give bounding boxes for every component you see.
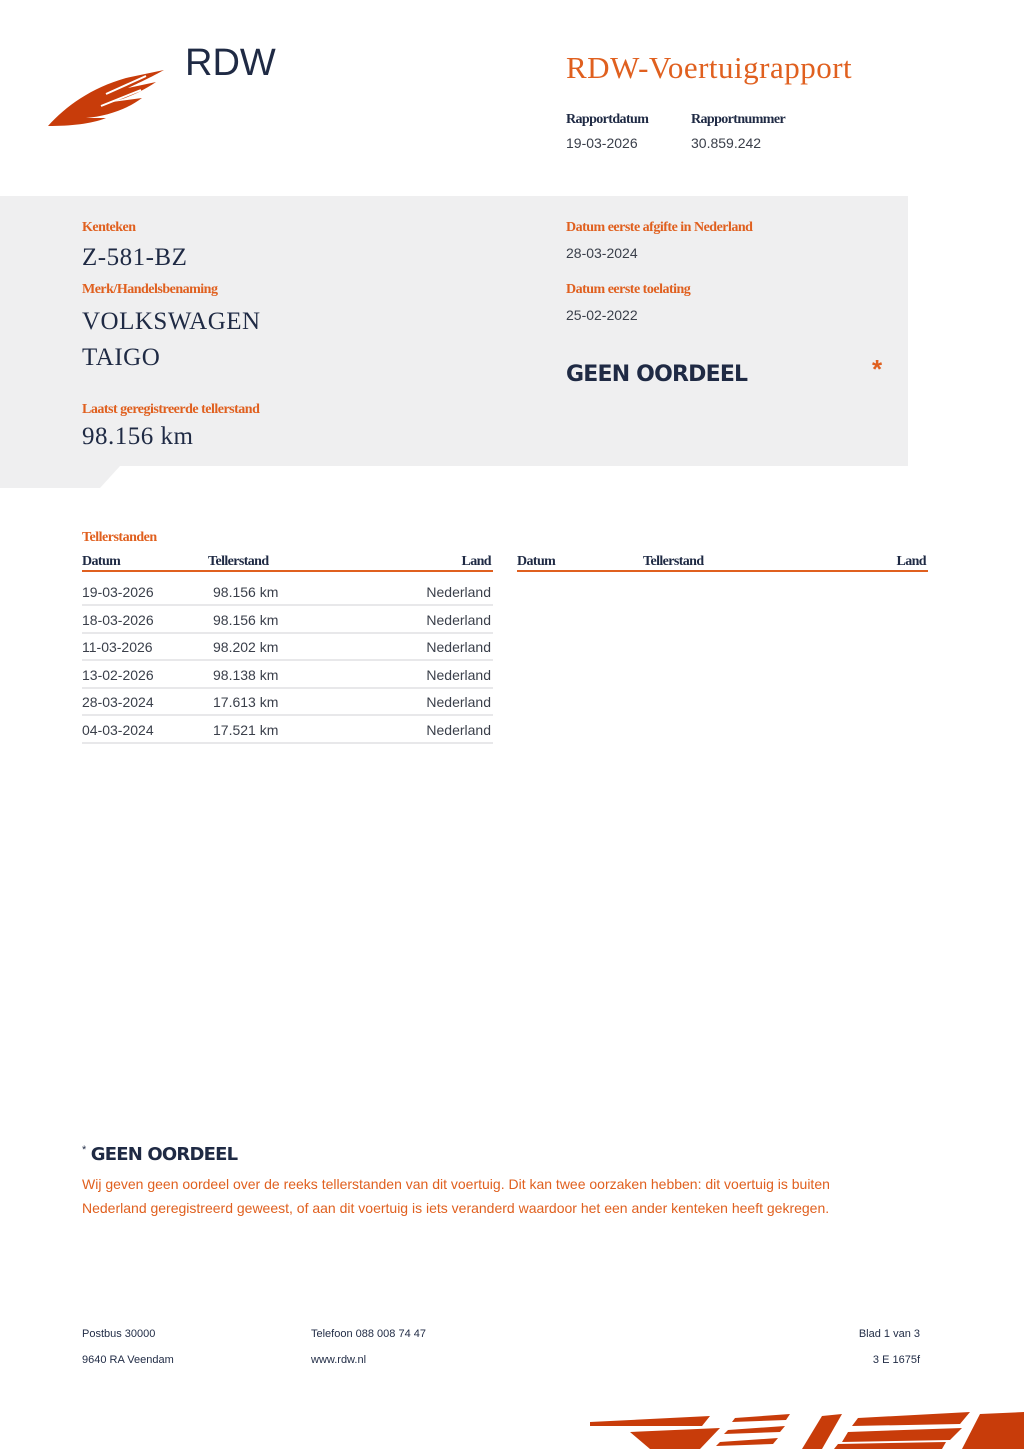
model-value: TAIGO	[82, 344, 161, 371]
first-admission-label: Datum eerste toelating	[566, 282, 691, 297]
report-number: 30.859.242	[691, 135, 762, 151]
note-asterisk-icon: *	[82, 1144, 87, 1156]
report-title: RDW-Voertuigrapport	[566, 50, 853, 85]
note-title: GEEN OORDEEL	[90, 1144, 238, 1165]
odometer-value: 98.156 km	[82, 423, 194, 450]
table-row	[82, 578, 493, 606]
footer-website: www.rdw.nl	[311, 1354, 367, 1366]
footer-address-line2: 9640 RA Veendam	[82, 1354, 174, 1366]
footer-page-number: Blad 1 van 3	[858, 1328, 920, 1340]
footer-document-code: 3 E 1675f	[872, 1354, 920, 1366]
col-country: Land	[461, 554, 491, 569]
first-admission-date: 25-02-2022	[566, 307, 638, 323]
decorative-stripes-icon	[590, 1410, 1024, 1449]
table-row	[82, 606, 493, 634]
row-date: 28-03-2024	[82, 694, 154, 710]
row-date: 11-03-2026	[82, 639, 153, 655]
readings-table-header-right	[517, 554, 928, 572]
report-date-label: Rapportdatum	[566, 112, 649, 127]
note-heading	[82, 1144, 237, 1165]
row-country: Nederland	[426, 667, 491, 683]
first-nl-label: Datum eerste afgifte in Nederland	[566, 220, 753, 235]
row-country: Nederland	[426, 639, 491, 655]
report-number-label: Rapportnummer	[691, 112, 786, 127]
col-country: Land	[896, 554, 926, 569]
readings-table-header-left	[82, 554, 493, 572]
row-date: 13-02-2026	[82, 667, 154, 683]
row-reading: 98.202 km	[213, 639, 279, 655]
rdw-logo-icon	[46, 66, 168, 128]
row-reading: 17.613 km	[213, 694, 279, 710]
note-text: Wij geven geen oordeel over de reeks tellerstanden van dit voertuig. Dit kan twee oorzaken hebben: dit voertuig is buiten Nederland geregistreerd geweest, of aan dit voertuig is iets veranderd waardoor het een ander kenteken heeft gekregen.	[82, 1176, 830, 1216]
row-date: 19-03-2026	[82, 584, 154, 600]
report-date: 19-03-2026	[566, 135, 638, 151]
make-label: Merk/Handelsbenaming	[82, 282, 218, 297]
row-country: Nederland	[426, 612, 491, 628]
footer-address-line1: Postbus 30000	[82, 1328, 156, 1340]
table-row	[82, 633, 493, 661]
col-date: Datum	[82, 554, 121, 569]
verdict-asterisk-icon: *	[872, 354, 883, 384]
table-row	[82, 688, 493, 716]
row-reading: 17.521 km	[213, 722, 279, 738]
make-value: VOLKSWAGEN	[82, 308, 261, 335]
plate-value: Z-581-BZ	[82, 244, 188, 271]
footer-phone: Telefoon 088 008 74 47	[311, 1328, 426, 1340]
row-date: 18-03-2026	[82, 612, 154, 628]
first-nl-date: 28-03-2024	[566, 245, 638, 261]
logo-text: RDW	[185, 42, 276, 84]
plate-label: Kenteken	[82, 220, 136, 235]
row-country: Nederland	[426, 584, 491, 600]
row-date: 04-03-2024	[82, 722, 154, 738]
verdict-text: GEEN OORDEEL	[566, 362, 748, 387]
row-reading: 98.156 km	[213, 612, 279, 628]
odometer-label: Laatst geregistreerde tellerstand	[82, 402, 260, 417]
col-reading: Tellerstand	[208, 554, 269, 569]
row-reading: 98.156 km	[213, 584, 279, 600]
row-country: Nederland	[426, 722, 491, 738]
readings-title: Tellerstanden	[82, 530, 157, 545]
table-row	[82, 716, 493, 744]
panel-corner	[0, 466, 120, 488]
table-row	[82, 661, 493, 689]
row-reading: 98.138 km	[213, 667, 279, 683]
col-reading: Tellerstand	[643, 554, 704, 569]
row-country: Nederland	[426, 694, 491, 710]
col-date: Datum	[517, 554, 556, 569]
